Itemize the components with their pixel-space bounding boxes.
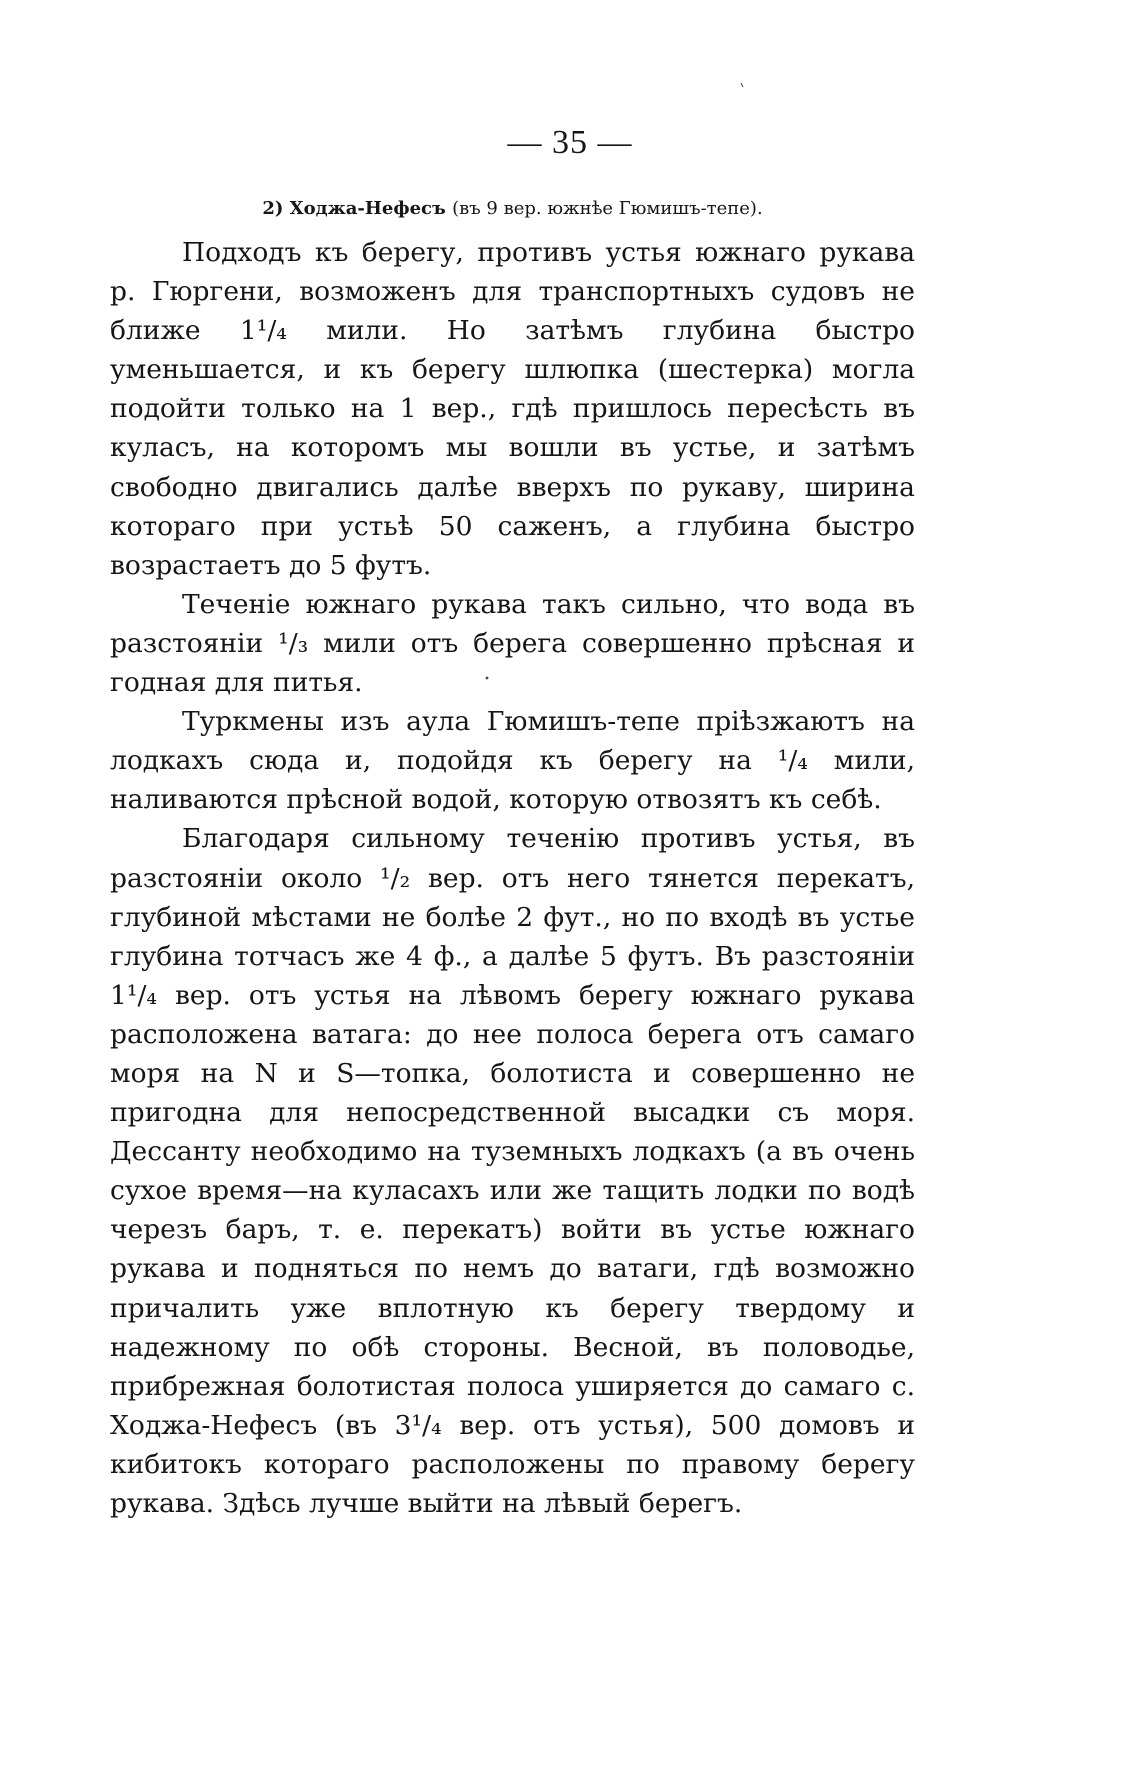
paragraph-1: Подходъ къ берегу, противъ устья южнаго рукава р. Гюргени, возможенъ для транспортныхъ судовъ не ближе 1¹/₄ мили. Но затѣмъ глубина быстро уменьшается, и къ берегу шлюпка (шестерка) могла подойти только на 1 вер., гдѣ пришлось пересѣсть въ куласъ, на которомъ мы вошли въ устье, и затѣмъ свободно двигались далѣе вверхъ по рукаву, ширина котораго при устьѣ 50 саженъ, а глубина быстро возрастаетъ до 5 футъ. — [110, 237, 915, 581]
body-text — [110, 233, 915, 1523]
section-heading-title: 2) Ходжа-Нефесъ — [262, 198, 446, 219]
paragraph-2: Теченіе южнаго рукава такъ сильно, что вода въ разстояніи ¹/₃ мили отъ берега совершенно прѣсная и годная для питья. — [110, 588, 915, 699]
paragraph-3: Туркмены изъ аула Гюмишъ-тепе пріѣзжаютъ на лодкахъ сюда и, подойдя къ берегу на ¹/₄ мили, наливаются прѣсной водой, которую отвозятъ къ себѣ. — [110, 706, 915, 816]
speck — [741, 83, 743, 87]
page-number: — 35 — — [507, 124, 633, 161]
paragraph-4: Благодаря сильному теченію противъ устья, въ разстояніи около ¹/₂ вер. отъ него тянется перекатъ, глубиной мѣстами не болѣе 2 фут., но по входѣ въ устье глубина тотчасъ же 4 ф., а далѣе 5 футъ. Въ разстояніи 1¹/₄ вер. отъ устья на лѣвомъ берегу южнаго рукава расположена ватага: до нее полоса берега отъ самаго моря на N и S—топка, болотиста и совершенно не пригодна для непосредственной высадки съ моря. Дессанту необходимо на туземныхъ лодкахъ (а въ очень сухое время—на куласахъ или же тащить лодки по водѣ черезъ баръ, т. е. перекатъ) войти въ устье южнаго рукава и подняться по немъ до ватаги, гдѣ возможно причалить уже вплотную къ берегу твердому и надежному по обѣ стороны. Весной, въ половодье, прибрежная болотистая полоса уширяется до самаго с. Ходжа-Нефесъ (въ 3¹/₄ вер. отъ устья), 500 домовъ и кибитокъ котораго расположены по правому берегу рукава. Здѣсь лучше выйти на лѣвый берегъ. — [110, 823, 915, 1519]
section-heading-subtitle: (въ 9 вер. южнѣе Гюмишъ-тепе). — [452, 198, 763, 219]
section-heading — [110, 198, 915, 219]
